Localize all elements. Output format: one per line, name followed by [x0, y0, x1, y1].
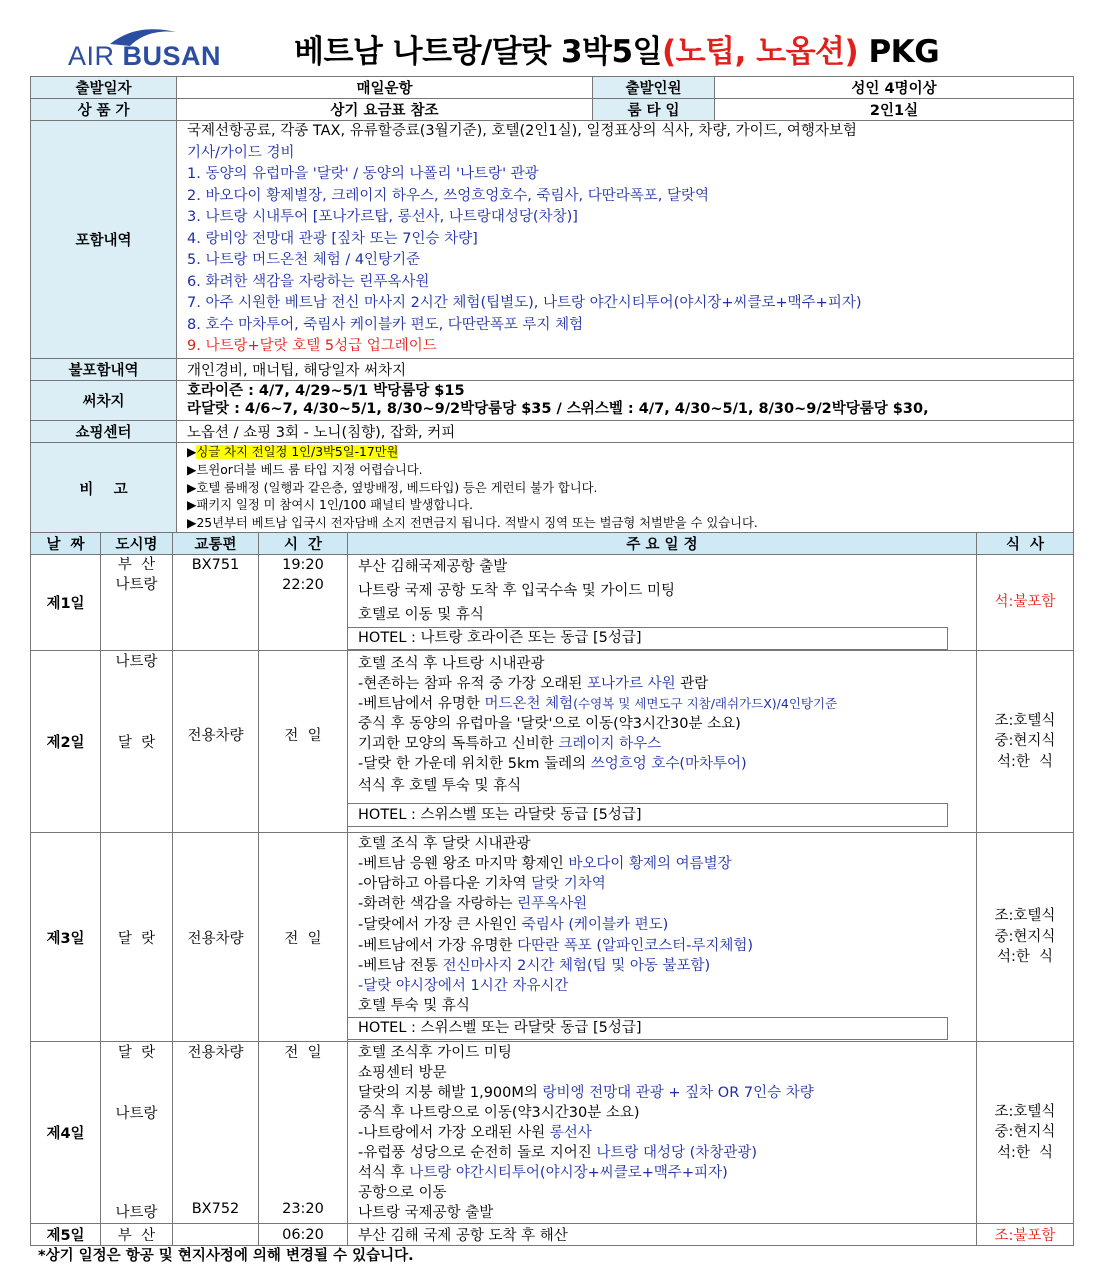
plan-text: -베트남 전통 [358, 958, 443, 974]
plan-highlight: 다딴란 폭포 (알파인코스터-루지체험) [517, 938, 754, 954]
day2-time-text: 전 일 [284, 728, 322, 744]
remarks-content [177, 442, 1074, 535]
plan-line [348, 956, 976, 976]
surcharge-label: 써차지 [31, 380, 177, 420]
day4-times [259, 1042, 348, 1224]
plan-line [348, 1083, 976, 1103]
day1-plan [348, 555, 977, 651]
plan-highlight: 바오다이 황제의 여름별장 [568, 856, 732, 872]
remarks-label [31, 442, 177, 535]
plan-line: 중식 후 나트랑으로 이동(약3시간30분 소요) [358, 1105, 640, 1121]
plan-text: -아담하고 아름다운 기차역 [358, 876, 532, 892]
product-value: 상기 요금표 참조 [177, 99, 593, 121]
meal-line: 중:현지식 [994, 1124, 1056, 1141]
plan-text: -베트남에서 유명한 [358, 696, 485, 712]
day2-plan [348, 651, 977, 833]
day1-time: 22:20 [282, 577, 324, 593]
plan-text: -달랏 한 가운데 위치한 5km 둘레의 [358, 756, 591, 772]
plan-line [348, 734, 976, 754]
include-line: 기사/가이드 경비 [187, 144, 295, 161]
departure-label: 출발일자 [31, 77, 177, 99]
header-time-text: 시 간 [283, 537, 323, 553]
plan-highlight: 죽림사 (케이블카 편도) [521, 917, 669, 933]
day2-city: 달 랏 [117, 735, 156, 751]
day1-label: 제1일 [31, 555, 101, 651]
include-line: 4. 랑비앙 전망대 관광 [짚차 또는 7인승 차량] [187, 230, 478, 247]
day1-times [259, 555, 348, 651]
plan-highlight: 나트랑 야간시티투어(야시장+씨클로+맥주+피자) [409, 1165, 728, 1181]
day2-row [31, 651, 1074, 833]
plan-line: 공항으로 이동 [358, 1185, 447, 1201]
plan-line: 부산 김해국제공항 출발 [358, 559, 508, 575]
surcharge-content [177, 380, 1074, 420]
day3-city [101, 833, 173, 1042]
header-transport: 교통편 [173, 533, 259, 555]
plan-line: 호텔로 이동 및 휴식 [358, 607, 484, 623]
day4-cities [101, 1042, 173, 1224]
day5-city-text: 부 산 [117, 1228, 156, 1244]
meal-line: 조:호텔식 [994, 908, 1056, 925]
plan-text: -나트랑에서 가장 오래된 사원 [358, 1125, 550, 1141]
header-meal-text: 식 사 [1005, 537, 1045, 553]
title-main: 베트남 나트랑/달랏 3박5일 [294, 34, 663, 70]
day4-time: 전 일 [284, 1045, 322, 1061]
page-title [294, 26, 939, 71]
day1-row [31, 555, 1074, 651]
day3-time [259, 833, 348, 1042]
plan-line [348, 674, 976, 694]
schedule-table [30, 532, 1074, 1246]
day5-time: 06:20 [259, 1224, 348, 1246]
plan-line: 호텔 조식 후 달랏 시내관광 [358, 836, 531, 852]
departure-value: 매일운항 [177, 77, 593, 99]
exclude-label: 불포함내역 [31, 358, 177, 380]
include-line: 5. 나트랑 머드온천 체험 / 4인탕기준 [187, 252, 421, 268]
plan-text: 달랏의 지붕 해발 1,900M의 [358, 1085, 543, 1101]
plan-highlight: 쓰엉흐엉 호수(마차투어) [590, 756, 747, 772]
include-line: 7. 아주 시원한 베트남 전신 마사지 2시간 체험(팁별도), 나트랑 야간시티투어(야시장+씨클로+맥주+피자) [187, 295, 862, 311]
day4-time: 23:20 [282, 1201, 324, 1217]
plan-highlight: 린푸옥사원 [517, 896, 588, 912]
plan-line [348, 1163, 976, 1183]
people-label: 출발인원 [593, 77, 715, 99]
plan-line [348, 1123, 976, 1143]
include-line: 3. 나트랑 시내투어 [포나가르탑, 롱선사, 나트랑대성당(차창)] [187, 209, 578, 225]
meal-line: 석:한 식 [996, 949, 1054, 966]
plan-text: -화려한 색감을 자랑하는 [358, 896, 518, 912]
header-time [259, 533, 348, 555]
airline-logo [68, 26, 222, 72]
remark-line: ▶트윈or더블 베드 룸 타입 지정 어렵습니다. [187, 462, 423, 477]
day1-city: 나트랑 [115, 577, 158, 593]
day2-meals [977, 651, 1074, 833]
title-no-tip: (노팁, 노옵션) [662, 34, 859, 70]
day4-transport-text: BX752 [191, 1201, 240, 1217]
day5-city [101, 1224, 173, 1246]
include-content [177, 121, 1074, 359]
day4-city: 나트랑 [115, 1205, 158, 1221]
day2-time [259, 651, 348, 833]
plan-highlight: 포나가르 사원 [586, 676, 676, 692]
include-label: 포함내역 [31, 121, 177, 359]
plan-highlight: 롱선사 [549, 1125, 592, 1141]
remark-line: ▶패키지 일정 미 참여시 1인/100 패널티 발생합니다. [187, 498, 474, 513]
exclude-value: 개인경비, 매너팁, 해당일자 써차지 [177, 358, 1074, 380]
surcharge-line: 라달랏 : 4/6~7, 4/30~5/1, 8/30~9/2박당룸당 $35 / 스위스벨 : 4/7, 4/30~5/1, 8/30~9/2박당룸당 $30, [187, 401, 929, 417]
title-pkg: PKG [858, 34, 940, 70]
plan-line [348, 754, 976, 774]
plan-text: 관람 [675, 676, 709, 692]
day1-hotel: HOTEL : 나트랑 호라이즌 또는 동급 [5성급] [348, 627, 948, 650]
include-line: 1. 동양의 유럽마을 '달랏' / 동양의 나폴리 '나트랑' 관광 [187, 166, 539, 182]
info-table [30, 76, 1074, 536]
plan-line: 쇼핑센터 방문 [358, 1065, 447, 1081]
remark-text: 패키지 일정 미 참여시 1인/100 패널티 발생합니다. [196, 498, 474, 513]
day4-transport-text: 전용차량 [187, 1045, 244, 1061]
remark-line: ▶싱글 차지 전일정 1인/3박5일-17만원 [187, 445, 399, 459]
remarks-label-text: 비 고 [79, 482, 128, 498]
product-label: 상 품 가 [31, 99, 177, 121]
day4-row [31, 1042, 1074, 1224]
day3-time-text: 전 일 [284, 930, 322, 947]
day5-label: 제5일 [31, 1224, 101, 1246]
day1-cities [101, 555, 173, 651]
day5-row [31, 1224, 1074, 1246]
day2-hotel: HOTEL : 스위스벨 또는 라달랏 동급 [5성급] [348, 803, 948, 827]
plan-highlight: 나트랑 대성당 (차창관광) [596, 1145, 757, 1161]
plan-line: 나트랑 국제공항 출발 [358, 1205, 494, 1221]
include-line: 6. 화려한 색감을 자랑하는 린푸옥사원 [187, 273, 430, 290]
include-line: 8. 호수 마차투어, 죽림사 케이블카 편도, 다딴란폭포 루지 체험 [187, 316, 584, 333]
meal-line: 조:호텔식 [994, 712, 1056, 729]
day3-city-text: 달 랏 [117, 930, 156, 947]
plan-highlight: 랑비엥 전망대 관광 + 짚차 OR 7인승 차량 [542, 1085, 814, 1101]
logo-busan-text: BUSAN [122, 41, 222, 71]
day1-meal: 석:불포함 [977, 555, 1074, 651]
plan-text: 기괴한 모양의 독특하고 신비한 [358, 736, 559, 752]
day3-transport: 전용차량 [173, 833, 259, 1042]
plan-line: 호텔 조식후 가이드 미팅 [358, 1045, 512, 1061]
footnote: *상기 일정은 항공 및 현지사정에 의해 변경될 수 있습니다. [38, 1248, 414, 1264]
day3-row [31, 833, 1074, 1042]
day2-label: 제2일 [31, 651, 101, 833]
header-date [31, 533, 101, 555]
include-line: 2. 바오다이 황제별장, 크레이지 하우스, 쓰엉흐엉호수, 죽림사, 다딴라폭포, 달랏역 [187, 187, 709, 204]
meal-line: 조:호텔식 [994, 1103, 1056, 1120]
plan-text: -현존하는 참파 유적 중 가장 오래된 [358, 676, 587, 692]
plan-line [348, 915, 976, 936]
day3-meals [977, 833, 1074, 1042]
day1-time: 19:20 [282, 557, 324, 573]
header-date-text: 날 짜 [46, 537, 85, 553]
header-plan: 주 요 일 정 [348, 533, 977, 555]
meal-line: 중:현지식 [994, 928, 1056, 945]
day2-city: 나트랑 [115, 654, 158, 670]
include-line: 9. 나트랑+달랏 호텔 5성급 업그레이드 [187, 338, 437, 354]
plan-line: 호텔 조식 후 나트랑 시내관광 [358, 656, 545, 672]
day5-meal: 조:불포함 [977, 1224, 1074, 1246]
shopping-value: 노옵션 / 쇼핑 3회 - 노니(침향), 잡화, 커피 [177, 420, 1074, 442]
people-value: 성인 4명이상 [715, 77, 1074, 99]
day5-transport [173, 1224, 259, 1246]
day4-transport [173, 1042, 259, 1224]
day4-label: 제4일 [31, 1042, 101, 1224]
day1-city: 부 산 [117, 557, 156, 573]
plan-line [348, 874, 976, 894]
plan-line [348, 894, 976, 915]
plan-line: 호텔 투숙 및 휴식 [358, 998, 470, 1014]
schedule-header-row [31, 533, 1074, 555]
plan-line: 중식 후 동양의 유럽마을 '달랏'으로 이동(약3시간30분 소요) [358, 716, 741, 732]
remark-text: 25년부터 베트남 입국시 전자담배 소지 전면금지 됩니다. 적발시 징역 또는 벌금형 처벌받을 수 있습니다. [196, 516, 758, 531]
day2-transport: 전용차량 [173, 651, 259, 833]
header-meal [977, 533, 1074, 555]
header-city: 도시명 [101, 533, 173, 555]
plan-line: 석식 후 호텔 투숙 및 휴식 [358, 778, 522, 794]
plan-highlight: 머드온천 체험 [484, 696, 574, 712]
day2-cities [101, 651, 173, 833]
day4-plan [348, 1042, 977, 1224]
remark-line: ▶호텔 룸배정 (일행과 같은층, 옆방배정, 베드타입) 등은 게런티 불가 합니다. [187, 480, 598, 495]
plan-line [348, 694, 976, 714]
plan-text: -베트남 응웬 왕조 마지막 황제인 [358, 856, 569, 872]
plan-line [348, 1143, 976, 1163]
plan-line: 나트랑 국제 공항 도착 후 입국수속 및 가이드 미팅 [358, 583, 676, 599]
plan-text: 석식 후 [358, 1165, 410, 1181]
plan-text: -유럽풍 성당으로 순전히 돌로 지어진 [358, 1145, 597, 1161]
plan-text: -베트남에서 가장 유명한 [358, 938, 518, 954]
room-label: 룸 타 입 [593, 99, 715, 121]
shopping-label: 쇼핑센터 [31, 420, 177, 442]
remark-text: 트윈or더블 베드 룸 타입 지정 어렵습니다. [196, 462, 423, 477]
remark-line: ▶25년부터 베트남 입국시 전자담배 소지 전면금지 됩니다. 적발시 징역 또는 벌금형 처벌받을 수 있습니다. [187, 516, 758, 531]
day1-transport: BX751 [173, 555, 259, 651]
plan-line: -달랏 야시장에서 1시간 자유시간 [358, 978, 569, 994]
remark-text: 호텔 룸배정 (일행과 같은층, 옆방배정, 베드타입) 등은 게런티 불가 합니다. [196, 480, 598, 495]
plan-text: -달랏에서 가장 큰 사원인 [358, 917, 522, 933]
plan-line [348, 936, 976, 956]
meal-line: 석:한 식 [996, 753, 1054, 770]
plan-highlight: 달랏 기차역 [531, 876, 606, 892]
day4-meals [977, 1042, 1074, 1224]
remark-highlight: 싱글 차지 전일정 1인/3박5일-17만원 [196, 445, 399, 459]
logo-air-text: AIR [68, 41, 115, 71]
surcharge-line: 호라이즌 : 4/7, 4/29~5/1 박당룸당 $15 [187, 383, 465, 399]
day3-plan [348, 833, 977, 1042]
day5-plan: 부산 김해 국제 공항 도착 후 해산 [348, 1224, 977, 1246]
day4-city: 달 랏 [117, 1045, 156, 1061]
meal-line: 중:현지식 [994, 733, 1056, 750]
room-value: 2인1실 [715, 99, 1074, 121]
plan-line [348, 854, 976, 874]
plan-highlight: 크레이지 하우스 [558, 736, 662, 752]
day3-hotel: HOTEL : 스위스벨 또는 라달랏 동급 [5성급] [348, 1017, 948, 1040]
meal-line: 석:한 식 [996, 1144, 1054, 1161]
day4-city: 나트랑 [115, 1106, 158, 1122]
plan-highlight: (수영복 및 세면도구 지참/래쉬가드X)/4인탕기준 [573, 696, 838, 711]
plan-highlight: 전신마사지 2시간 체험(팁 및 아동 불포함) [442, 958, 711, 974]
day3-label: 제3일 [31, 833, 101, 1042]
include-line: 국제선항공료, 각종 TAX, 유류할증료(3월기준), 호텔(2인1실), 일정표상의 식사, 차량, 가이드, 여행자보험 [187, 123, 857, 139]
